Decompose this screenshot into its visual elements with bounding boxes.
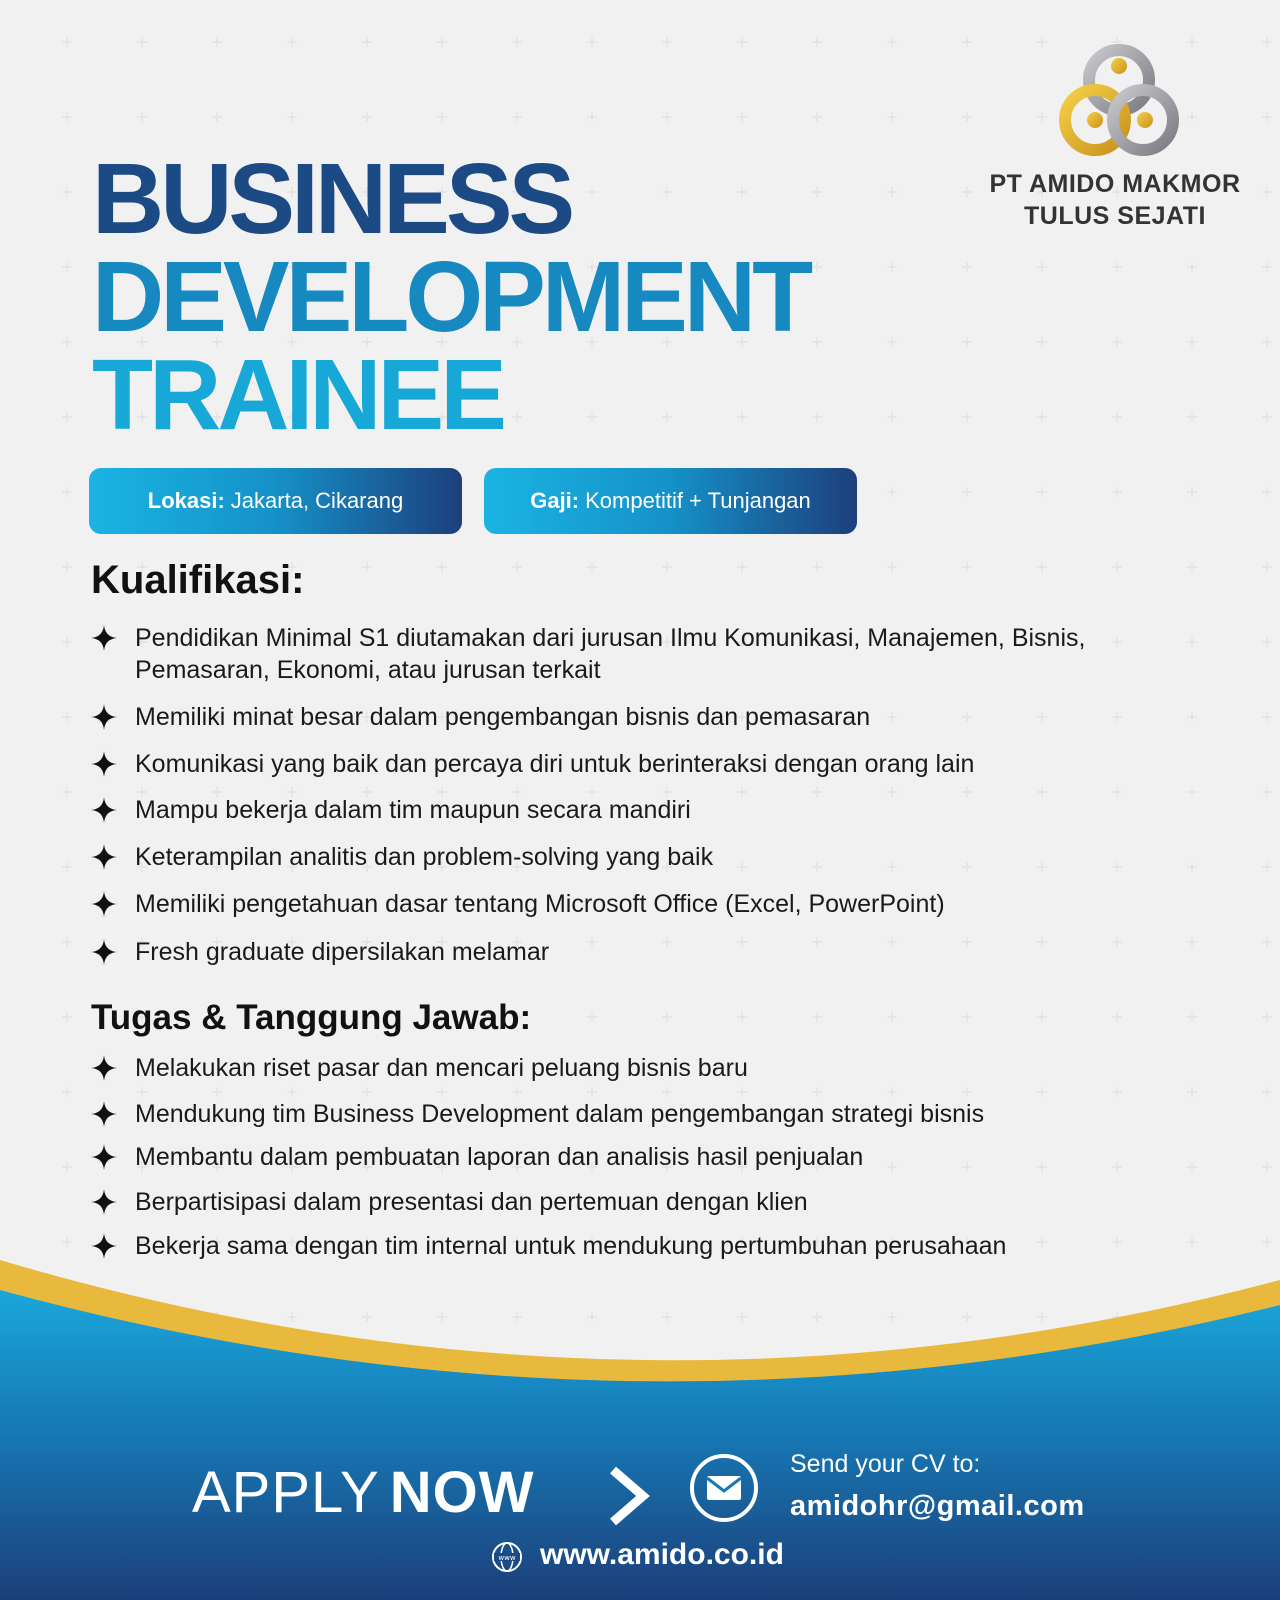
list-item-text: Komunikasi yang baik dan percaya diri untuk berinteraksi dengan orang lain — [135, 750, 975, 778]
amido-trinity-logo-icon — [1055, 36, 1185, 166]
list-item-text: Membantu dalam pembuatan laporan dan analisis hasil penjualan — [135, 1143, 864, 1171]
sparkle-bullet-icon — [91, 844, 117, 870]
globe-www-icon — [490, 1540, 524, 1574]
company-name-line2: TULUS SEJATI — [1024, 202, 1206, 230]
job-title-line1: BUSINESS — [92, 143, 572, 255]
sparkle-bullet-icon — [91, 1101, 117, 1127]
company-name-line1: PT AMIDO MAKMOR — [989, 170, 1241, 198]
apply-now-text — [192, 1458, 534, 1528]
sparkle-bullet-icon — [91, 797, 117, 823]
location-label: Lokasi: — [147, 488, 225, 513]
send-cv-label: Send your CV to: — [790, 1450, 981, 1478]
job-title-line3: TRAINEE — [92, 339, 503, 451]
sparkle-bullet-icon — [91, 625, 117, 651]
company-name — [975, 168, 1255, 232]
list-item-text: Memiliki minat besar dalam pengembangan bisnis dan pemasaran — [135, 703, 871, 731]
list-item-text: Bekerja sama dengan tim internal untuk mendukung pertumbuhan perusahaan — [135, 1232, 1007, 1260]
salary-badge — [484, 468, 857, 534]
list-item-text: Keterampilan analitis dan problem-solving yang baik — [135, 843, 714, 871]
job-title — [92, 143, 810, 451]
list-item-text: Mampu bekerja dalam tim maupun secara mandiri — [135, 796, 691, 824]
list-item-text: Mendukung tim Business Development dalam pengembangan strategi bisnis — [135, 1100, 985, 1128]
svg-text:www: www — [498, 1554, 516, 1562]
list-item-text: Memiliki pengetahuan dasar tentang Microsoft Office (Excel, PowerPoint) — [135, 890, 945, 918]
mail-icon — [688, 1452, 760, 1524]
qualifications-heading: Kualifikasi: — [91, 558, 305, 602]
contact-email[interactable]: amidohr@gmail.com — [790, 1490, 1085, 1522]
chevron-right-icon — [605, 1466, 651, 1526]
apply-word: APPLY — [192, 1460, 380, 1525]
sparkle-bullet-icon — [91, 1144, 117, 1170]
sparkle-bullet-icon — [91, 1233, 117, 1259]
job-title-line2: DEVELOPMENT — [92, 241, 810, 353]
website-link[interactable]: www.amido.co.id — [540, 1538, 784, 1571]
list-item-text: Berpartisipasi dalam presentasi dan pertemuan dengan klien — [135, 1188, 808, 1216]
responsibilities-heading: Tugas & Tanggung Jawab: — [91, 998, 532, 1037]
sparkle-bullet-icon — [91, 1055, 117, 1081]
list-item-text: Fresh graduate dipersilakan melamar — [135, 938, 550, 966]
salary-label: Gaji: — [530, 488, 580, 513]
sparkle-bullet-icon — [91, 1189, 117, 1215]
list-item-text: Pendidikan Minimal S1 diutamakan dari jurusan Ilmu Komunikasi, Manajemen, Bisnis, Pemasaran, Ekonomi, atau jurusan terkait — [135, 624, 1086, 684]
sparkle-bullet-icon — [91, 751, 117, 777]
sparkle-bullet-icon — [91, 939, 117, 965]
salary-value: Kompetitif + Tunjangan — [585, 488, 811, 513]
location-badge — [89, 468, 462, 534]
sparkle-bullet-icon — [91, 891, 117, 917]
now-word: NOW — [389, 1460, 535, 1525]
list-item-text: Melakukan riset pasar dan mencari peluang bisnis baru — [135, 1054, 748, 1082]
sparkle-bullet-icon — [91, 704, 117, 730]
location-value: Jakarta, Cikarang — [230, 488, 404, 513]
